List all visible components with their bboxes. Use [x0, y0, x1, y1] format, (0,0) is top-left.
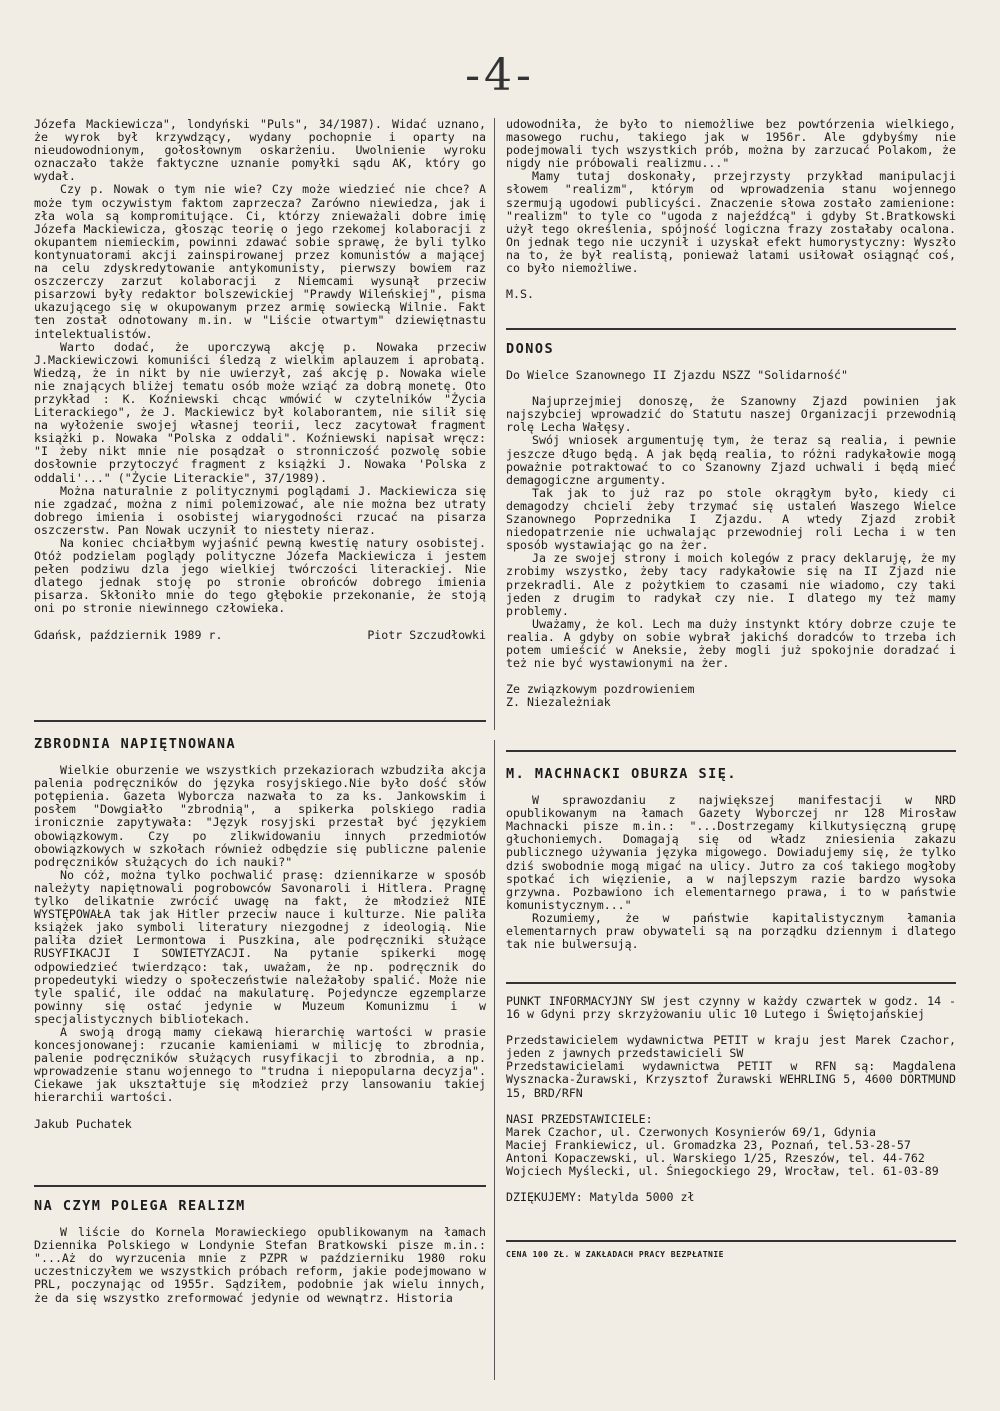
section-rule: [34, 1185, 486, 1187]
author-name: M.S.: [506, 287, 534, 302]
article-donos: [506, 343, 956, 709]
section-rule: [506, 1240, 956, 1242]
article-paragraph: udowodniła, że było to niemożliwe bez powtórzenia wielkiego, masowego ruchu, takiego jak w 1956r. Ale gdybyśmy nie podejmowali tych wszystkich prób, można by zarzucać Polakom, że nigdy nie próbowali realizmu...": [506, 117, 956, 171]
author-name: Jakub Puchatek: [34, 1116, 132, 1131]
addressee: Do Wielce Szanownego II Zjazdu NSZZ "Solidarność": [506, 368, 849, 383]
article-paragraph: Można naturalnie z politycznymi poglądami J. Mackiewicza się nie zgadzać, można z nimi polemizować, ale nie można bez utraty dobrego imienia i osobistej wiarygodności rzucać na pisarza oszczerstw. Pan Nowak uczynił to niestety nieraz.: [34, 483, 486, 537]
article-paragraph: Rozumiemy, że w państwie kapitalistycznym łamania elementarnych praw obywateli są na porządku dziennym i dlatego tak nie bulwersują.: [506, 910, 956, 952]
author-name: Z. Niezależniak: [506, 695, 611, 710]
info-box: [506, 995, 956, 1204]
article-paragraph: Czy p. Nowak o tym nie wie? Czy może wiedzieć nie chce? A może tym oczywistym faktom zaprzecza? Zarówno niewiedza, jak i zła wola są kompromitujące. Ci, którzy znieważali dobre imię Józefa Mackiewicza, głosząc teorię o jego rzekomej kolaboracji z okupantem niemieckim, powinni zdawać sobie sprawę, że byli tylko kontynuatorami akcji zainspirowanej przez komunistów a mającej na celu zdyskredytowanie antykomunisty, pierwszy bowiem raz oszczerczy zarzut kolaboracji z Niemcami wysunął przeciw pisarzowi były redaktor bolszewickiej "Prawdy Wileńskiej", pisma ukazującego się w okupowanym przez armię sowiecką Wilnie. Fakt ten został odnotowany m.in. w "Liście otwartym" dziewiętnastu intelektualistów.: [34, 182, 486, 341]
article-paragraph: Wielkie oburzenie we wszystkich przekaziorach wzbudziła akcja palenia podręczników do języka rosyjskiego.Nie było dość słów potępienia. Gazeta Wyborcza nazwała to za ks. Jankowskim i posłem "Dowgiałło "zbrodnią", a spikerka polskiego radia ironicznie zapytywała: "Język rosyjski przestał być językiem obowiązkowym. Czy po zlikwidowaniu innych przedmiotów obowiązkowych w szkołach również odbędzie się publiczne palenie podręczników służących do ich nauki?": [34, 763, 486, 869]
article-paragraph: Tak jak to już raz po stole okrągłym było, kiedy ci demagodzy chcieli żeby trzymać się ustaleń Waszego Wielce Szanownego Poprzednika I Zjazdu. A wtedy Zjazd zrobił niedopatrzenie nie uchwalając przewodniej roli Lecha i w ten sposób wystawiając go na żer.: [506, 485, 956, 553]
section-rule: [34, 720, 486, 722]
thanks: DZIĘKUJEMY: Matylda 5000 zł: [506, 1190, 695, 1205]
column-divider-bottom: [494, 740, 495, 1380]
headline: DONOS: [506, 341, 555, 357]
article-paragraph: No cóż, można tylko pochwalić prasę: dziennikarze w sposób należyty napiętnowali pogrobowców Savonaroli i Hitlera. Pragnę tylko delikatnie zwrócić uwagę na fakt, że młodzież NIE WYSTĘPOWAŁA tak jak Hitler przeciw nauce i kulturze. Nie paliła książek jako symboli literatury niezgodnej z ideologią. Nie paliła dzieł Lermontowa i Puszkina, ale podręczniki służące RUSYFIKACJI I SOWIETYZACJI. Na pytanie spikerki mogę odpowiedzieć twierdząco: tak, uważam, że np. podręcznik do propedeutyki wiedzy o społeczeństwie należałoby spalić. Może nie tyle spalić, ile oddać na makulaturę. Pojedyncze egzemplarze powinny się ostać jedynie w Muzeum Komunizmu i w specjalistycznych bibliotekach.: [34, 867, 486, 1026]
article-realizm-continued: [506, 118, 956, 301]
price-note: CENA 100 ZŁ. W ZAKŁADACH PRACY BEZPŁATNIE: [506, 1250, 724, 1259]
article-zbrodnia: [34, 738, 486, 1131]
rep-item: Marek Czachor, ul. Czerwonych Kosynierów 69/1, Gdynia: [506, 1124, 876, 1139]
rep-item: Wojciech Myślecki, ul. Śniegockiego 29, Wrocław, tel. 61-03-89: [506, 1164, 939, 1179]
rep-item: Maciej Frankiewicz, ul. Gromadzka 23, Poznań, tel.53-28-57: [506, 1137, 911, 1152]
article-paragraph: Na koniec chciałbym wyjaśnić pewną kwestię natury osobistej. Otóż podzielam poglądy polityczne Józefa Mackiewicza i jestem pełen podziwu dzla jego wielkiej twórczości literackiej. Nie dlatego jednak stoję po stronie obrońców dobrego imienia pisarza. Skłoniło mnie do tego głębokie przekonanie, że stoją oni po stronie niewinnego człowieka.: [34, 536, 486, 616]
info-petit: Przedstawicielem wydawnictwa PETIT w kraju jest Marek Czachor, jeden z jawnych przedstawicieli SW: [506, 1033, 956, 1061]
section-rule: [506, 328, 956, 330]
headline: M. MACHNACKI OBURZA SIĘ.: [506, 766, 738, 782]
signature-line: [34, 629, 486, 642]
author-name: Piotr Szczudłowki: [367, 627, 486, 642]
page-number: -4-: [465, 50, 535, 101]
article-machnacki: [506, 768, 956, 951]
left-column-top: [34, 118, 486, 642]
article-paragraph: Warto dodać, że uporczywą akcję p. Nowaka przeciw J.Mackiewiczowi komuniści śledzą z wielkim aplauzem i aprobatą. Wiedzą, że in nikt by nie uwierzył, zaś akcję p. Nowaka wiele nie znających bliżej tematu osób może wziąć za dobrą monetę. Oto przykład : K. Koźniewski chcąc wmówić w czytelników "Życia Literackiego", że J. Mackiewicz był kolaborantem, nie silił się na wyłożenie swojej własnej teorii, lecz zacytował fragment książki p. Nowaka "Polska z oddali". Koźniewski napisał wręcz: "I żeby nikt mnie nie posądzał o stronniczość pozwolę sobie dosłownie przytoczyć fragment z książki J. Nowaka 'Polska z oddali'..." ("Życie Literackie", 37/1989).: [34, 339, 486, 485]
article-realizm: [34, 1200, 486, 1305]
place-date: Gdańsk, październik 1989 r.: [34, 627, 223, 642]
section-rule: [506, 750, 956, 752]
reps-title: NASI PRZEDSTAWICIELE:: [506, 1111, 653, 1126]
article-paragraph: W liście do Kornela Morawieckiego opublikowanym na łamach Dziennika Polskiego w Londynie Stefan Bratkowski pisze m.in.: "...Aż do wyrzucenia mnie z PZPR w październiku 1980 roku uczestniczyłem we wszystkich próbach reform, jakie podejmowano w PRL, poczynając od 1955r. Sądziłem, podobnie jak wielu innych, że da się wszystko zreformować jedynie od wewnątrz. Historia: [34, 1225, 486, 1305]
article-paragraph: A swoją drogą mamy ciekawą hierarchię wartości w prasie koncesjonowanej: rzucanie kamieniami w milicję to zbrodnia, palenie podręczników służących rusyfikacji to zbrodnia, a np. wprowadzenie stanu wojennego to "trudna i niepopularna decyzja". Ciekawe jak ukształtuje się młodzież przy lansowaniu takiej hierarchii wartości.: [34, 1024, 486, 1105]
headline: ZBRODNIA NAPIĘTNOWANA: [34, 736, 237, 752]
article-paragraph: Najuprzejmiej donoszę, że Szanowny Zjazd powinien jak najszybciej wprowadzić do Statutu naszej Organizacji przewodnią rolę Lecha Wałęsy.: [506, 394, 956, 435]
info-rfn: Przedstawicielami wydawnictwa PETIT w RFN są: Magdalena Wysznacka-Żurawski, Krzysztof Żurawski WEHRLING 5, 4600 DORTMUND 15, BRD/RFN: [506, 1059, 956, 1100]
headline: NA CZYM POLEGA REALIZM: [34, 1198, 246, 1214]
article-paragraph: Mamy tutaj doskonały, przejrzysty przykład manipulacji słowem "realizm", którym od wprowadzenia stanu wojennego szermują ugodowi publicyści. Znaczenie słowa zostało zamienione: "realizm" to tyle co "ugoda z najeźdźcą" i gdyby St.Bratkowski użył tego określenia, spójność logiczna frazy zostałaby ocalona. On jednak tego nie uczynił i uzyskał efekt humorystyczny: Wyszło na to, że był realistą, ponieważ latami usiłował osiągnąć coś, co było niemożliwe.: [506, 169, 956, 276]
article-paragraph: Uważamy, że kol. Lech ma duży instynkt który dobrze czuje te realia. A gdyby on sobie wybrał jakichś doradców to trzeba ich potem umieścić w Aneksie, żeby mogli już spokojnie doradzać i też nie być wystawionymi na żer.: [506, 616, 956, 671]
rep-item: Antoni Kopaczewski, ul. Warskiego 1/25, Rzeszów, tel. 44-762: [506, 1150, 925, 1165]
info-punkt: PUNKT INFORMACYJNY SW jest czynny w każdy czwartek w godz. 14 - 16 w Gdyni przy skrzyżowaniu ulic 10 Lutego i Świętojańskiej: [506, 994, 956, 1022]
greeting: Ze związkowym pozdrowieniem: [506, 682, 695, 697]
price-note-box: [506, 1248, 956, 1261]
article-paragraph: Ja ze swojej strony i moich kolegów z pracy deklaruję, że my zrobimy wszystko, żeby tacy radykałowie się na II Zjazd nie przekradli. Ale z pożytkiem to czasami nie wiadomo, czy taki jeden z drugim to radykał czy nie. I dlatego my też mamy problemy.: [506, 551, 956, 618]
section-rule: [506, 982, 956, 984]
article-paragraph: W sprawozdaniu z największej manifestacji w NRD opublikowanym na łamach Gazety Wyborczej nr 128 Mirosław Machnacki pisze m.in.: "...Dostrzegamy kilkutysięczną grupę głuchoniemych. Domagają się od władz zniesienia zakazu publicznego używania języka migowego. Dowiadujemy się, że tylko dziś swobodnie mogą migać na ulicy. Jutro za coś takiego mogłoby spotkać ich więzienie, a w najlepszym razie bardzo wysoka grzywna. Pozbawiono ich elementarnego prawa, i to w państwie komunistycznym...": [506, 793, 956, 912]
column-divider-top: [494, 118, 495, 730]
article-paragraph: Swój wniosek argumentuję tym, że teraz są realia, i pewnie jeszcze długo będą. A jak będą realia, to różni radykałowie mogą poważnie potraktować to co Szanowny Zjazd uchwali i będą mieć demagogiczne argumenty.: [506, 433, 956, 487]
article-paragraph: Józefa Mackiewicza", londyński "Puls", 34/1987). Widać uznano, że wyrok był krzywdzący, wydany pochopnie i oparty na nieudowodnionym, gołosłownym oskarżeniu. Uwolnienie wyroku oznaczało także faktyczne uznanie pomyłki sądu AK, który go wydał.: [34, 117, 486, 184]
